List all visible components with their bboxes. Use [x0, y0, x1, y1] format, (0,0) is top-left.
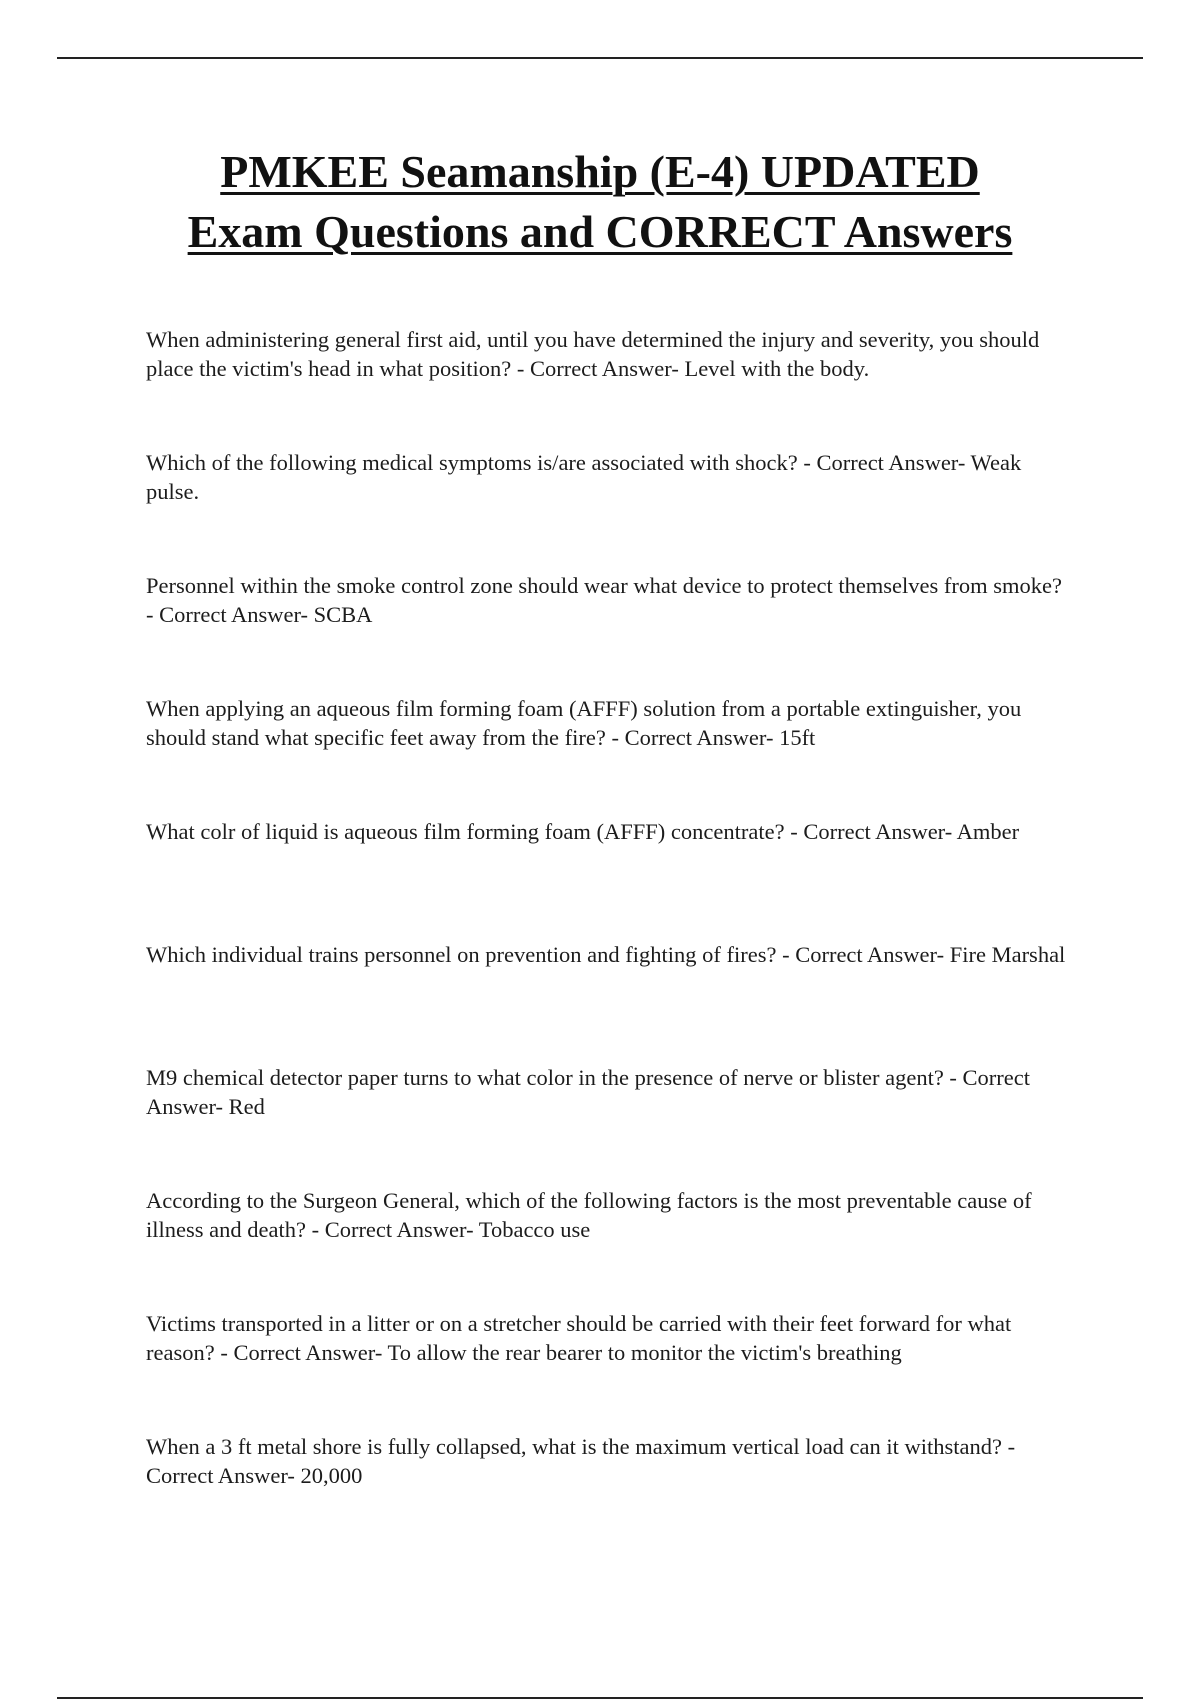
qa-item-4: When applying an aqueous film forming foam (AFFF) solution from a portable extinguisher, you should stand what specific feet away from the fire? - Correct Answer- 15ft — [146, 696, 1022, 750]
qa-item-7: M9 chemical detector paper turns to what color in the presence of nerve or blister agent? - Correct Answer- Red — [146, 1065, 1031, 1119]
qa-item-9: Victims transported in a litter or on a stretcher should be carried with their feet forward for what reason? - Correct Answer- To allow the rear bearer to monitor the victim's breathing — [146, 1311, 1012, 1365]
document-title-line-1: PMKEE Seamanship (E-4) UPDATED — [220, 146, 980, 197]
qa-item-8: According to the Surgeon General, which of the following factors is the most preventable cause of illness and death? - Correct Answer- Tobacco use — [146, 1188, 1032, 1242]
qa-item-6: Which individual trains personnel on prevention and fighting of fires? - Correct Answer- Fire Marshal — [146, 942, 1066, 967]
top-rule — [57, 57, 1143, 59]
document-title — [60, 142, 1140, 262]
qa-item-3: Personnel within the smoke control zone should wear what device to protect themselves from smoke? - Correct Answer- SCBA — [146, 573, 1063, 627]
qa-item-1: When administering general first aid, until you have determined the injury and severity, you should place the victim's head in what position? - Correct Answer- Level with the body. — [146, 327, 1040, 381]
question-answer-list — [146, 325, 1066, 1555]
bottom-rule — [57, 1697, 1143, 1699]
qa-item-10: When a 3 ft metal shore is fully collapsed, what is the maximum vertical load can it withstand? - Correct Answer- 20,000 — [146, 1434, 1016, 1488]
qa-item-2: Which of the following medical symptoms is/are associated with shock? - Correct Answer- Weak pulse. — [146, 450, 1022, 504]
document-title-line-2: Exam Questions and CORRECT Answers — [187, 206, 1013, 257]
qa-item-5: What colr of liquid is aqueous film forming foam (AFFF) concentrate? - Correct Answer- Amber — [146, 819, 1020, 844]
